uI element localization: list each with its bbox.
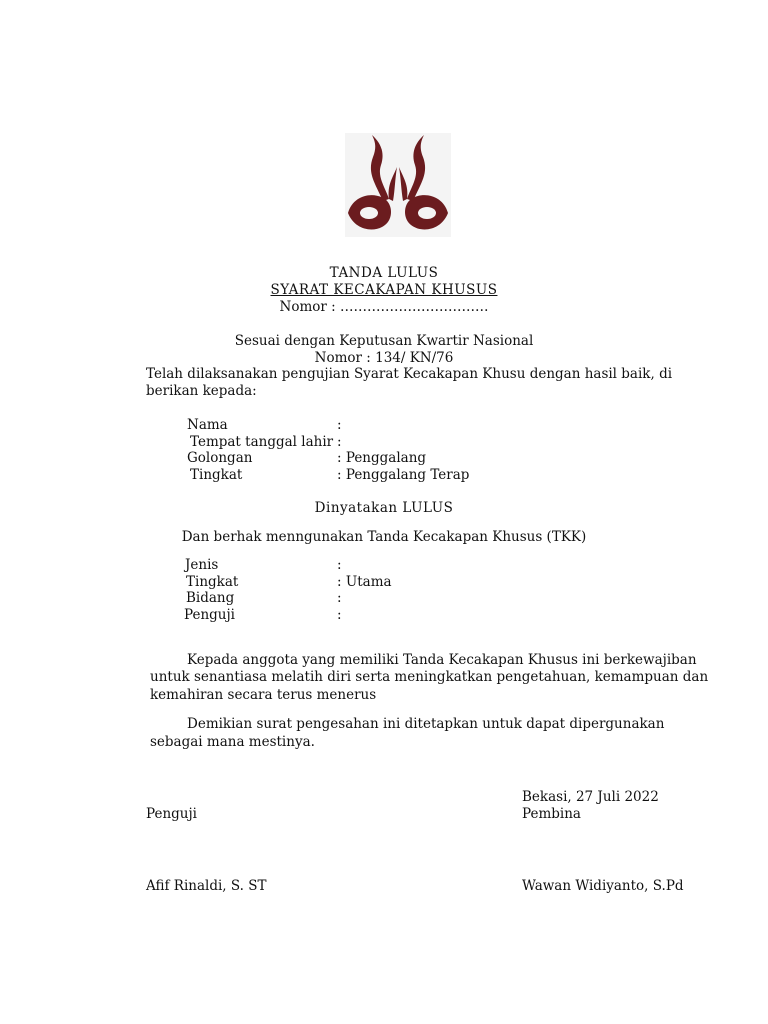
intro-line-1: Telah dilaksanakan pengujian Syarat Kecakapan Khusu dengan hasil baik, di xyxy=(146,366,673,382)
paragraph1-line-3: kemahiran secara terus menerus xyxy=(150,687,377,703)
document-number: Nomor : …………………………… xyxy=(279,299,489,315)
tkk-value-level: : Utama xyxy=(337,574,392,590)
tkk-label-type: Jenis xyxy=(185,557,219,573)
document-title: TANDA LULUS xyxy=(329,265,439,281)
tkk-value-type: : xyxy=(337,557,342,573)
scout-emblem-logo xyxy=(345,133,451,237)
recipient-label-name: Nama xyxy=(187,417,228,433)
subtitle-text: SYARAT KECAKAPAN KHUSUS xyxy=(270,282,498,298)
declared-passed: Dinyatakan LULUS xyxy=(314,500,454,516)
recipient-value-birth: : xyxy=(337,434,342,450)
supervisor-name: Wawan Widiyanto, S.Pd xyxy=(522,878,684,894)
examiner-name: Afif Rinaldi, S. ST xyxy=(146,878,267,894)
recipient-value-level: : Penggalang Terap xyxy=(337,467,470,483)
recipient-value-group: : Penggalang xyxy=(337,450,427,466)
decree-number: Nomor : 134/ KN/76 xyxy=(314,350,454,366)
tunas-kelapa-icon xyxy=(345,133,451,237)
intro-line-2: berikan kepada: xyxy=(146,383,257,399)
tkk-label-field: Bidang xyxy=(186,590,235,606)
examiner-role: Penguji xyxy=(146,806,198,822)
paragraph1-line-1: Kepada anggota yang memiliki Tanda Kecakapan Khusus ini berkewajiban xyxy=(187,652,697,668)
recipient-label-group: Golongan xyxy=(187,450,253,466)
recipient-value-name: : xyxy=(337,417,342,433)
paragraph2-line-2: sebagai mana mestinya. xyxy=(150,734,315,750)
tkk-label-examiner: Penguji xyxy=(184,607,236,623)
entitled-text: Dan berhak menngunakan Tanda Kecakapan Khusus (TKK) xyxy=(181,529,587,545)
document-subtitle xyxy=(0,282,768,298)
tkk-value-field: : xyxy=(337,590,342,606)
recipient-label-birth: Tempat tanggal lahir xyxy=(190,434,334,450)
paragraph2-line-1: Demikian surat pengesahan ini ditetapkan untuk dapat dipergunakan xyxy=(187,716,665,732)
tkk-label-level: Tingkat xyxy=(186,574,239,590)
recipient-label-level: Tingkat xyxy=(190,467,243,483)
tkk-value-examiner: : xyxy=(337,607,342,623)
decree-text: Sesuai dengan Keputusan Kwartir Nasional xyxy=(234,333,534,349)
supervisor-role: Pembina xyxy=(522,806,581,822)
paragraph1-line-2: untuk senantiasa melatih diri serta meningkatkan pengetahuan, kemampuan dan xyxy=(150,669,709,685)
place-date: Bekasi, 27 Juli 2022 xyxy=(522,789,659,805)
